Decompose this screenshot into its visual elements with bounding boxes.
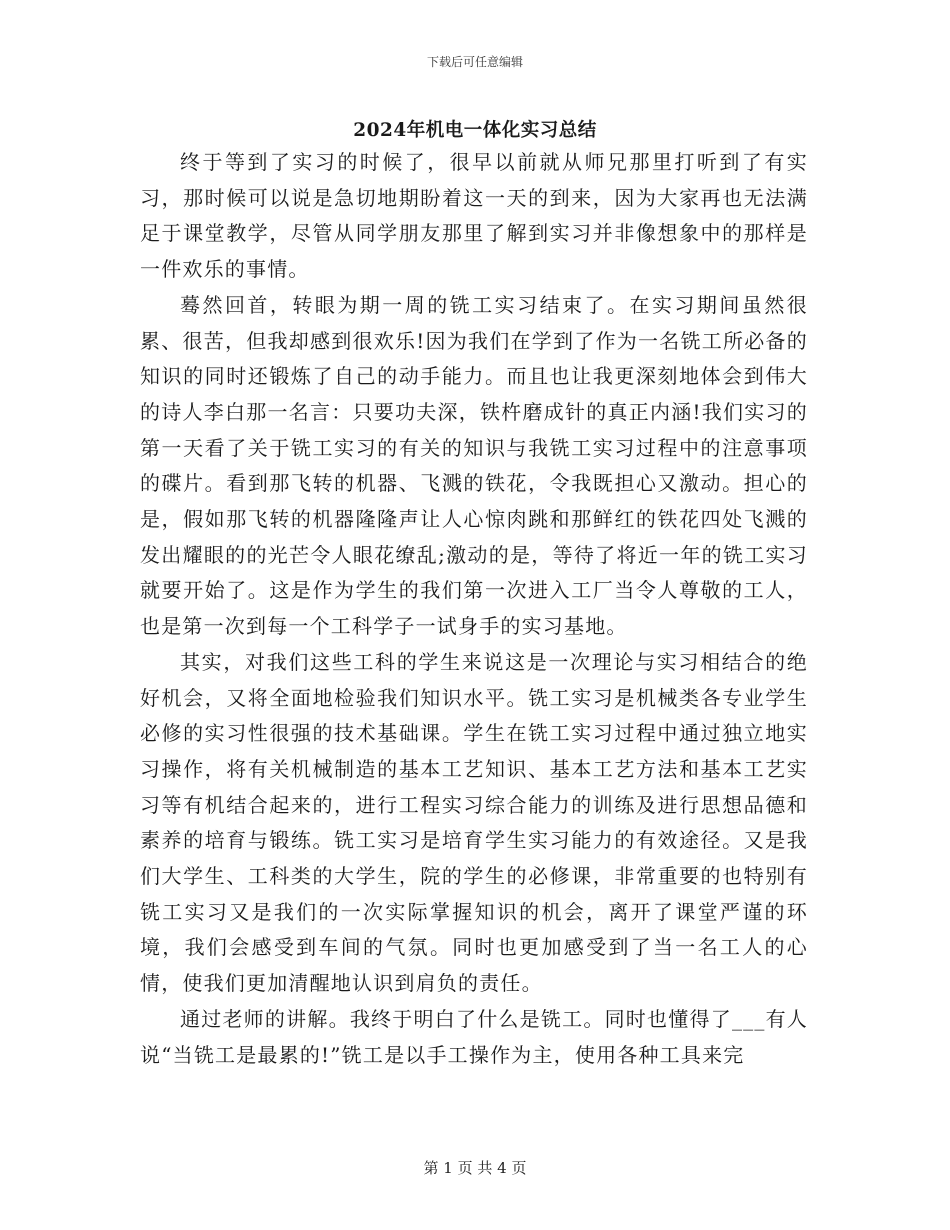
paragraph-4: 通过老师的讲解。我终于明白了什么是铣工。同时也懂得了___有人说“当铣工是最累的!”铣工是以手工操作为主，使用各种工具来完	[140, 1006, 808, 1067]
header-note: 下载后可任意编辑	[426, 55, 523, 69]
paragraph-3: 其实，对我们这些工科的学生来说这是一次理论与实习相结合的绝好机会，又将全面地检验我们知识水平。铣工实习是机械类各专业学生必修的实习性很强的技术基础课。学生在铣工实习过程中通过独立地实习操作，将有关机械制造的基本工艺知识、基本工艺方法和基本工艺实习等有机结合起来的，进行工程实习综合能力的训练及进行思想品德和素养的培育与锻练。铣工实习是培育学生实习能力的有效途径。又是我们大学生、工科类的大学生，院的学生的必修课，非常重要的也特别有铣工实习又是我们的一次实际掌握知识的机会，离开了课堂严谨的环境，我们会感受到车间的气氛。同时也更加感受到了当一名工人的心情，使我们更加清醒地认识到肩负的责任。	[140, 649, 808, 996]
document-title: 2024年机电一体化实习总结	[353, 120, 597, 141]
paragraph-2: 蓦然回首，转眼为期一周的铣工实习结束了。在实习期间虽然很累、很苦，但我却感到很欢乐!因为我们在学到了作为一名铣工所必备的知识的同时还锻炼了自己的动手能力。而且也让我更深刻地体会到伟大的诗人李白那一名言：只要功夫深，铁杵磨成针的真正内涵!我们实习的第一天看了关于铣工实习的有关的知识与我铣工实习过程中的注意事项的碟片。看到那飞转的机器、飞溅的铁花，令我既担心又激动。担心的是，假如那飞转的机器隆隆声让人心惊肉跳和那鲜红的铁花四处飞溅的发出耀眼的的光芒令人眼花缭乱;激动的是，等待了将近一年的铣工实习就要开始了。这是作为学生的我们第一次进入工厂当令人尊敬的工人，也是第一次到每一个工科学子一试身手的实习基地。	[140, 292, 808, 639]
paragraph-1: 终于等到了实习的时候了，很早以前就从师兄那里打听到了有实习，那时候可以说是急切地期盼着这一天的到来，因为大家再也无法满足于课堂教学，尽管从同学朋友那里了解到实习并非像想象中的那样是一件欢乐的事情。	[140, 150, 808, 282]
page-number-footer: 第 1 页 共 4 页	[423, 1159, 527, 1177]
document-body	[140, 145, 808, 1073]
